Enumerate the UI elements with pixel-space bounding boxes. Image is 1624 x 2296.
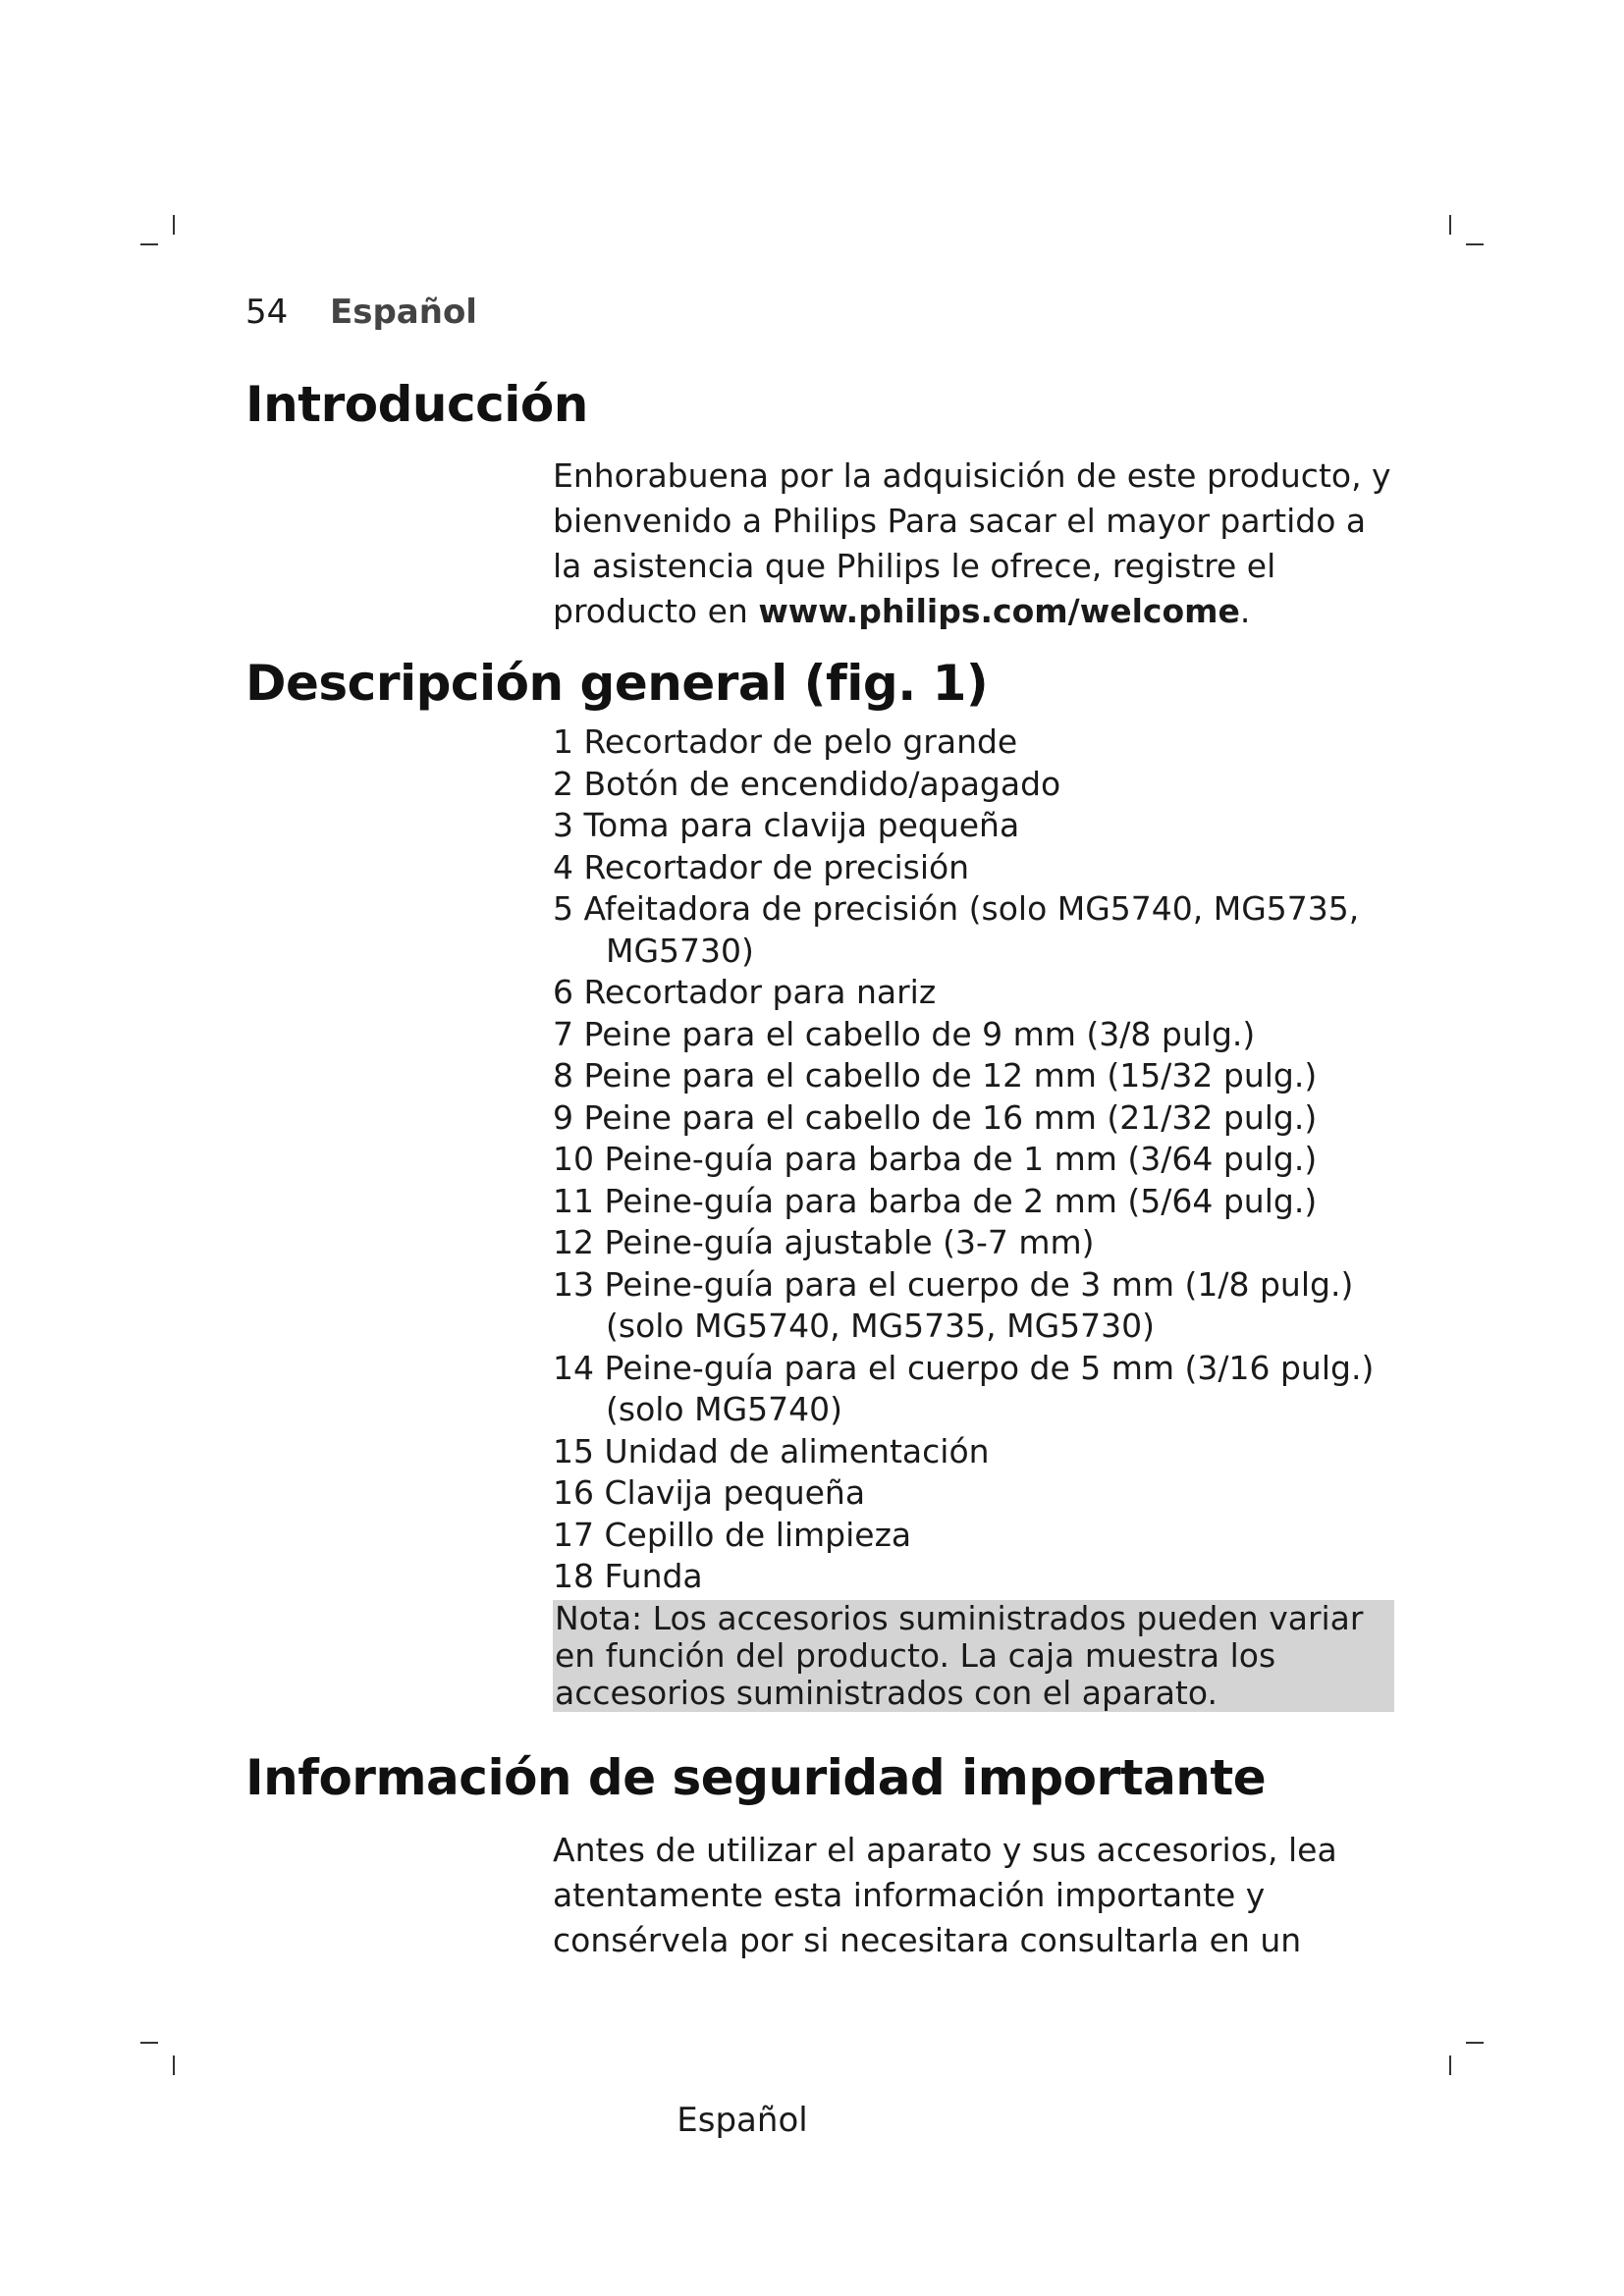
page-number: 54 — [245, 293, 289, 332]
list-item-text: 12 Peine-guía ajustable (3-7 mm) — [553, 1223, 1095, 1261]
list-item — [553, 1181, 1397, 1223]
list-item — [553, 1348, 1397, 1431]
list-item — [553, 1055, 1397, 1097]
list-item — [553, 1556, 1397, 1598]
page-header — [245, 293, 477, 332]
list-item-text: 9 Peine para el cabello de 16 mm (21/32 pulg.) — [553, 1097, 1318, 1137]
intro-text-end: . — [1239, 592, 1251, 630]
list-item-text: 10 Peine-guía para barba de 1 mm (3/64 pulg.) — [553, 1140, 1318, 1178]
crop-mark — [1449, 215, 1451, 235]
overview-title: Descripción general (fig. 1) — [245, 655, 989, 712]
list-item — [553, 805, 1397, 847]
list-item — [553, 721, 1397, 764]
list-item-continuation: MG5730) — [606, 931, 754, 970]
list-item-text: 4 Recortador de precisión — [553, 847, 970, 886]
list-item-text: 16 Clavija pequeña — [553, 1473, 866, 1512]
safety-body — [553, 1828, 1397, 1963]
header-language: Español — [330, 293, 477, 332]
list-item — [553, 972, 1397, 1014]
list-item-text: 13 Peine-guía para el cuerpo de 3 mm (1/8 pulg.) — [553, 1264, 1354, 1304]
list-item-text: 1 Recortador de pelo grande — [553, 722, 1018, 761]
intro-title: Introducción — [245, 376, 588, 433]
list-item — [553, 847, 1397, 889]
list-item — [553, 1431, 1397, 1473]
list-item-text: 11 Peine-guía para barba de 2 mm (5/64 pulg.) — [553, 1181, 1318, 1220]
intro-body — [553, 454, 1397, 634]
list-item-text: 17 Cepillo de limpieza — [553, 1515, 912, 1554]
intro-text: Enhorabuena por la adquisición de este producto, y bienvenido a Philips Para sacar el mayor partido a la asistencia que Philips le ofrece, registre el producto en — [553, 456, 1391, 630]
list-item-text: 2 Botón de encendido/apagado — [553, 764, 1061, 803]
crop-mark — [140, 243, 158, 245]
list-item-text: 6 Recortador para nariz — [553, 973, 937, 1011]
list-item-text: 8 Peine para el cabello de 12 mm (15/32 pulg.) — [553, 1056, 1318, 1095]
safety-title: Información de seguridad importante — [245, 1749, 1267, 1806]
overview-body — [553, 721, 1397, 1712]
list-item-text: 15 Unidad de alimentación — [553, 1431, 990, 1470]
list-item-continuation: (solo MG5740, MG5735, MG5730) — [606, 1307, 1156, 1345]
list-item-text: 14 Peine-guía para el cuerpo de 5 mm (3/16 pulg.) — [553, 1348, 1375, 1387]
list-item — [553, 1139, 1397, 1181]
parts-list — [553, 721, 1397, 1598]
list-item — [553, 1264, 1397, 1348]
list-item-text: 5 Afeitadora de precisión (solo MG5740, MG5735, — [553, 889, 1360, 928]
list-item — [553, 888, 1397, 972]
list-item — [553, 1222, 1397, 1264]
welcome-link[interactable]: www.philips.com/welcome — [758, 592, 1240, 630]
crop-mark — [140, 2042, 158, 2044]
list-item-text: 7 Peine para el cabello de 9 mm (3/8 pulg.) — [553, 1014, 1256, 1053]
note-box: Nota: Los accesorios suministrados pueden variar en función del producto. La caja muestra los accesorios suministrados con el aparato. — [553, 1600, 1394, 1712]
crop-mark — [173, 2056, 175, 2075]
list-item — [553, 1472, 1397, 1515]
safety-paragraph: Antes de utilizar el aparato y sus accesorios, lea atentamente esta información importante y consérvela por si necesitara consultarla en un — [553, 1831, 1337, 1959]
crop-mark — [1449, 2056, 1451, 2075]
page-footer: Español — [677, 2101, 808, 2140]
list-item — [553, 764, 1397, 806]
list-item — [553, 1515, 1397, 1557]
crop-mark — [1466, 2042, 1484, 2044]
intro-paragraph — [553, 454, 1397, 634]
list-item — [553, 1014, 1397, 1056]
crop-mark — [173, 215, 175, 235]
list-item-text: 3 Toma para clavija pequeña — [553, 806, 1020, 844]
list-item-continuation: (solo MG5740) — [606, 1390, 843, 1428]
list-item-text: 18 Funda — [553, 1557, 703, 1595]
crop-mark — [1466, 243, 1484, 245]
list-item — [553, 1097, 1397, 1140]
